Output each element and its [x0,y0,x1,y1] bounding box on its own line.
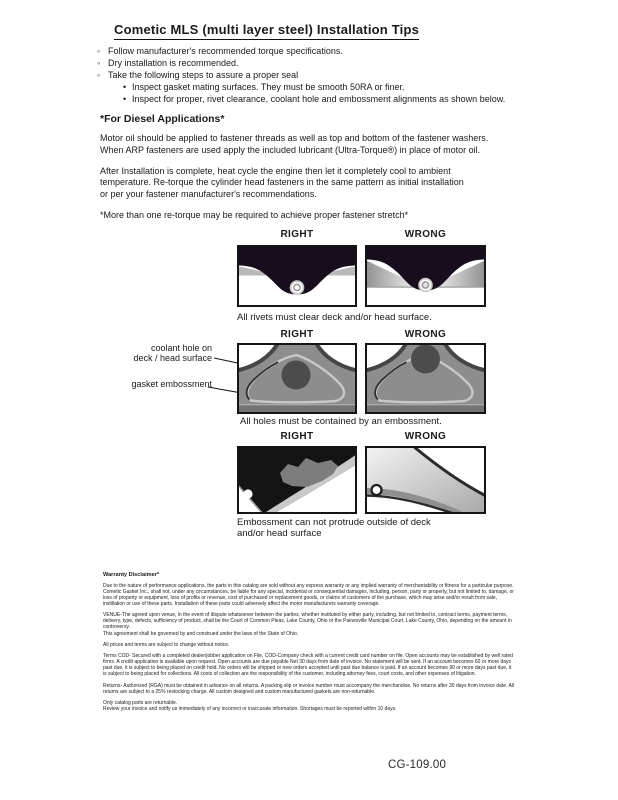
filled-bullet-icon: • [123,82,127,92]
legal-paragraph: Returns- Authorized (RGA) must be obtained in advance on all returns. A packing slip or invoice number must accompany the merchandise. No returns after 30 days from invoice date. All returns are subject to a 25% restocking charge. All custom designed and custom manufactured gaskets are non-returnable. [103,682,515,695]
open-bullet-icon: ◦ [97,58,101,68]
list-item [97,57,505,69]
diesel-paragraph: After Installation is complete, heat cycle the engine then let it completely cool to ambient temperature. Re-torque the cylinder head fasteners in the same pattern as initial installation or per your fastener manufacturer's recommendations. [100,165,464,199]
diagram-embossment-right [237,343,357,414]
figure1-wrong-label: WRONG [404,229,447,240]
diagram-rivets-wrong [365,245,486,307]
figure1-caption: All rivets must clear deck and/or head surface. [237,312,432,323]
figure1-right-label: RIGHT [280,229,314,240]
tip-text: Inspect gasket mating surfaces. They must be smooth 50RA or finer. [132,82,405,92]
figure3-caption: Embossment can not protrude outside of deck and/or head surface [237,517,431,539]
legal-section [103,572,516,717]
open-bullet-icon: ◦ [97,70,101,80]
list-item [97,81,505,93]
catalog-number: CG-109.00 [388,759,447,771]
list-item [97,69,505,81]
filled-bullet-icon: • [123,94,127,104]
diagram-rivets-right [237,245,357,307]
legal-paragraph: All prices and terms are subject to change without notice. [103,641,230,648]
diagram-deck-edge-right [237,446,357,514]
tip-text: Dry installation is recommended. [108,58,239,68]
tip-text: Take the following steps to assure a proper seal [108,70,299,80]
diesel-heading: *For Diesel Applications* [100,113,225,125]
diesel-paragraph: Motor oil should be applied to fastener threads as well as top and bottom of the fastener washers. When ARP fasteners are used apply the included lubricant (Ultra-Torque®) in place of motor oil. [100,133,489,155]
tip-text: Inspect for proper, rivet clearance, coolant hole and embossment alignments as shown below. [132,94,506,104]
list-item [97,93,505,105]
figure2-right-label: RIGHT [280,329,314,340]
tips-list [97,45,505,105]
legal-paragraph: VENUE-The agreed upon venue, in the event of dispute whatsoever between the parties, whether instituted by either party, including, but not limited to, contract terms, payment terms, delivery, type, defects, sufficiency of product, shall be the Court of Common Pleas, Lake County, Ohio or the Painesville Municipal Court, Lake County, Ohio, depending on the amount in controversy. This agreement shall be governed by and construed under the laws of the State of Ohio. [103,612,512,637]
figure2-wrong-label: WRONG [404,329,447,340]
legal-paragraph: Due to the nature of performance applications, the parts in this catalog are sold without any express warranty or any implied warranty of merchantability or fitness for a particular purpose. Cometic Gasket Inc., shall not, under any circumstances, be liable for any special, incidental or consequential damages, including, person, party or property, but not limited to, damage, or loss of property or equipment, loss of profits or revenue, cost of purchased or replacement goods, or claims of customers of the purchase, which may arise and/or result from sale, instillation or use of these parts. Installation of these parts could adversely affect the motor manufacturers warranty coverage. [103,582,514,607]
page-title: Cometic MLS (multi layer steel) Installation Tips [114,22,419,40]
diagram-embossment-wrong [365,343,486,414]
legal-paragraph: Only catalog parts are returnable. Review your invoice and notify us immediately of any incorrect or inaccurate information. Shortages must be reported within 10 days. [103,699,397,712]
diesel-paragraph: *More than one re-torque may be required to achieve proper fastener stretch* [100,209,409,220]
open-bullet-icon: ◦ [97,46,101,56]
figure2-caption: All holes must be contained by an embossment. [240,416,442,427]
figure3-right-label: RIGHT [280,431,314,442]
tip-text: Follow manufacturer's recommended torque specifications. [108,46,343,56]
diesel-section [100,113,524,231]
list-item [97,45,505,57]
annotation-coolant-hole: coolant hole on deck / head surface [133,343,212,363]
legal-paragraph: Terms COD- Secured with a completed dealer/jobber application on File, COD-Company check with a current credit card number on file. Open accounts may be established by well rated firms. A credit application is available upon request. Open accounts are due payable Net 30 days from date of invoice. No statement will be sent. If an account becomes 60 or more days past due, it is subject to being placed on credit hold. No orders will be shipped or new orders accepted until past due balance is paid. If an account becomes 90 or more days past due, it is subject to being placed for collections. All costs of collection are the responsibility of the customer, including attorney fees, court costs, and other expenses of litigation. [103,652,513,678]
annotation-gasket-embossment: gasket embossment [131,379,212,389]
diagram-deck-edge-wrong [365,446,486,514]
figure3-wrong-label: WRONG [404,431,447,442]
warranty-heading: Warranty Disclaimer* [103,572,160,578]
